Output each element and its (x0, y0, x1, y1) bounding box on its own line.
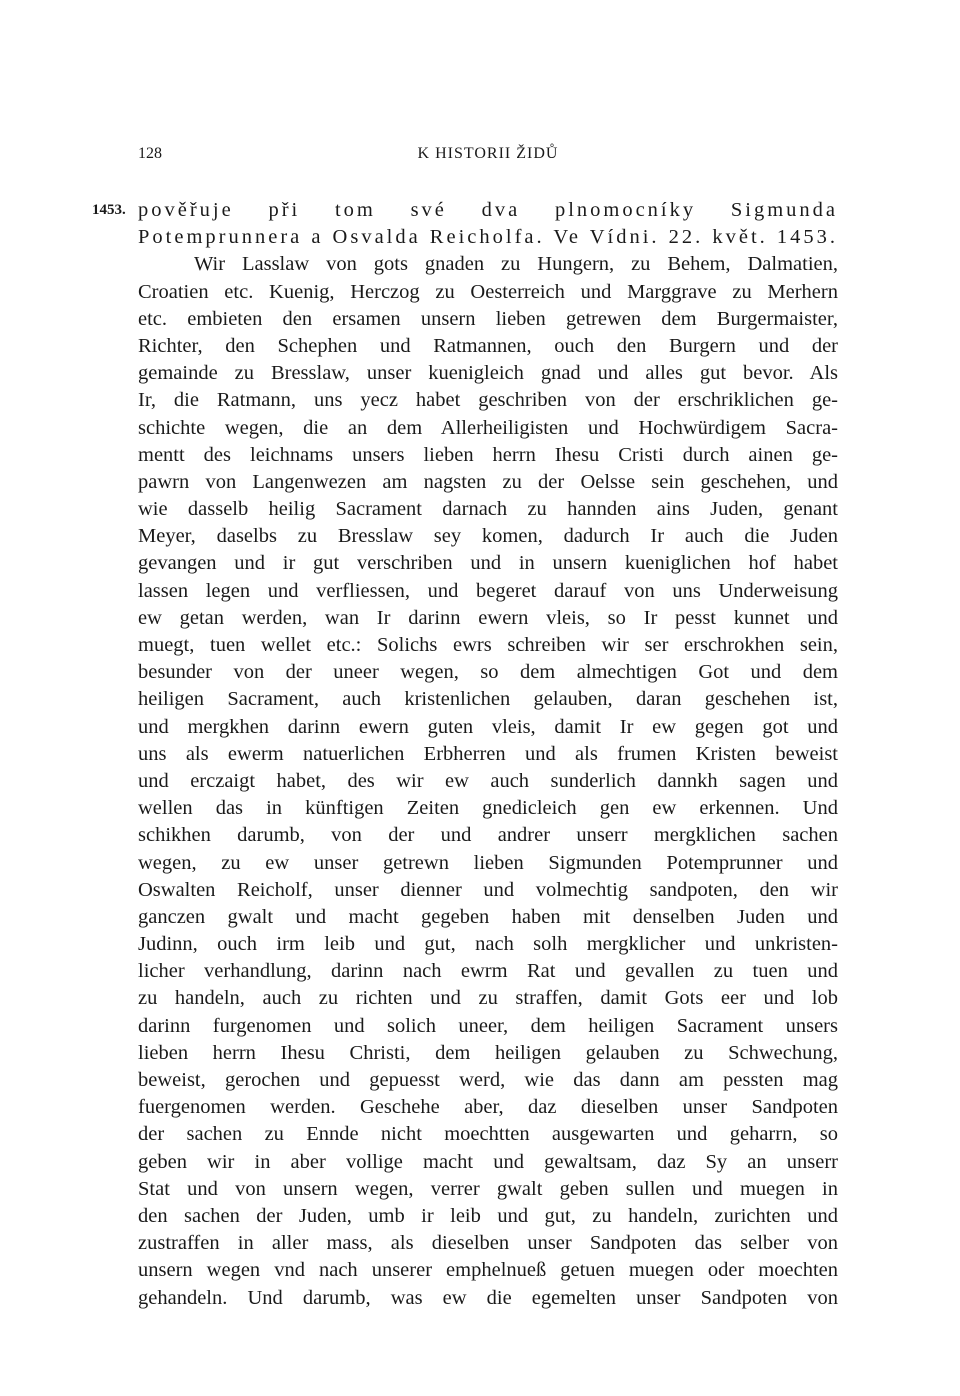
text-line: zustraffen in aller mass, als dieselben unser Sandpoten das selber von (138, 1232, 838, 1255)
margin-year: 1453. (92, 202, 126, 218)
text-line: Richter, den Schephen und Ratmannen, ouch den Burgern und der (138, 334, 838, 357)
text-line: besunder von der uneer wegen, so dem almechtigen Got und dem (138, 661, 838, 684)
text-line: lieben herrn Ihesu Christi, dem heiligen gelauben zu Schwechung, (138, 1041, 838, 1064)
page-header (138, 145, 838, 169)
text-line: licher verhandlung, darinn nach ewrm Rat und gevallen zu tuen und (138, 960, 838, 983)
text-line: mentt des leichnams unsers lieben herrn Ihesu Cristi durch ainen ge- (138, 443, 838, 466)
text-line: Oswalten Reicholf, unser dienner und volmechtig sandpoten, den wir (138, 878, 838, 901)
page-number: 128 (138, 145, 162, 162)
text-line: lassen legen und verfliessen, und begeret darauf von uns Underweisung (138, 579, 838, 602)
text-line: ganczen gwalt und macht gegeben haben mit denselben Juden und (138, 905, 838, 928)
text-line: ew getan werden, wan Ir darinn ewern vleis, so Ir pesst kunnet und (138, 606, 838, 629)
text-line: muegt, tuen wellet etc.: Solichs ewrs schreiben wir ser erschrokhen sein, (138, 634, 838, 656)
text-line: Meyer, daselbs zu Bresslaw sey komen, dadurch Ir auch die Juden (138, 525, 838, 548)
text-line: pawrn von Langenwezen am nagsten zu der Oelsse sein geschehen, und (138, 470, 838, 493)
text-line: schikhen darumb, von der und andrer unserr mergklichen sachen (138, 824, 838, 847)
text-line: Croatien etc. Kuenig, Herczog zu Oesterreich und Marggrave zu Merhern (138, 280, 838, 303)
text-line: zu handeln, auch zu richten und zu straffen, damit Gots eer und lob (138, 987, 838, 1010)
text-line: gehandeln. Und darumb, was ew die egemelten unser Sandpoten von (138, 1286, 838, 1309)
text-line: beweist, gerochen und gepuesst werd, wie das dann am pessten mag (138, 1069, 838, 1091)
text-line: gevangen und ir gut verschriben und in unsern kueniglichen hof habet (138, 552, 838, 575)
text-line: und erczaigt habet, des wir ew auch sunderlich dannkh sagen und (138, 769, 838, 792)
text-line: schichte wegen, die an dem Allerheiligisten und Hochwürdigem Sacra- (138, 416, 838, 439)
text-line: Potemprunnera a Osvalda Reicholfa. Ve Vídni. 22. květ. 1453. (138, 226, 838, 249)
text-line: den sachen der Juden, umb ir leib und gut, zu handeln, zurichten und (138, 1204, 838, 1227)
text-line: darinn furgenomen und solich uneer, dem heiligen Sacrament unsers (138, 1014, 838, 1037)
text-line: uns als ewerm natuerlichen Erbherren und als frumen Kristen beweist (138, 742, 838, 765)
text-line: gemainde zu Bresslaw, unser kuenigleich gnad und alles gut bevor. Als (138, 362, 838, 385)
text-line: etc. embieten den ersamen unsern lieben getrewen dem Burgermaister, (138, 307, 838, 330)
text-line: Stat und von unsern wegen, verrer gwalt geben sullen und muegen in (138, 1177, 838, 1200)
text-line: pověřuje při tom své dva plnomocníky Sigmunda (138, 199, 838, 221)
text-line: Judinn, ouch irm leib und gut, nach solh mergklicher und unkristen- (138, 933, 838, 956)
body-text (138, 197, 838, 1312)
text-line: geben wir in aber vollige macht und gewaltsam, daz Sy an unserr (138, 1150, 838, 1173)
text-line: fuergenomen werden. Geschehe aber, daz dieselben unser Sandpoten (138, 1096, 838, 1119)
text-line: wegen, zu ew unser getrewn lieben Sigmunden Potemprunner und (138, 851, 838, 874)
text-line: wie dasselb heilig Sacrament darnach zu hannden ains Juden, genant (138, 498, 838, 521)
text-line: der sachen zu Ennde nicht moechtten ausgewarten und geharrn, so (138, 1123, 838, 1146)
text-line: wellen das in künftigen Zeiten gnedicleich gen ew erkennen. Und (138, 797, 838, 820)
text-line: Ir, die Ratmann, uns yecz habet geschriben von der erschriklichen ge- (138, 389, 838, 412)
text-line: unsern wegen vnd nach unserer emphelnueß getuen muegen oder moechten (138, 1259, 838, 1282)
text-line: heiligen Sacrament, auch kristenlichen gelauben, daran geschehen ist, (138, 688, 838, 711)
text-line: und mergkhen darinn ewern guten vleis, damit Ir ew gegen got und (138, 715, 838, 738)
text-line: Wir Lasslaw von gots gnaden zu Hungern, zu Behem, Dalmatien, (194, 253, 838, 276)
running-head: K HISTORII ŽIDŮ (417, 145, 559, 162)
